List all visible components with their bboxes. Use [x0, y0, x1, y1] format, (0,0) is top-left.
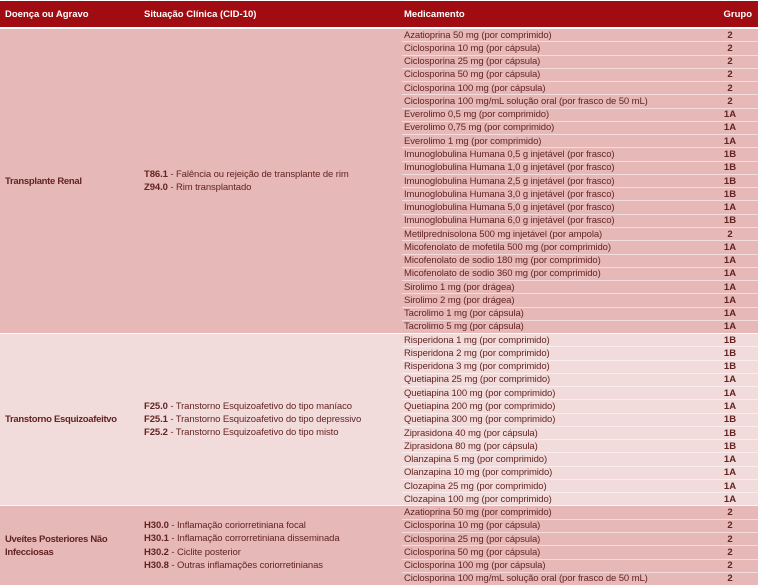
- medication-name: Azatioprina 50 mg (por comprimido): [404, 507, 552, 519]
- cid-cell: [142, 29, 402, 333]
- group-value: 2: [727, 520, 733, 532]
- group-value: 1A: [723, 281, 737, 293]
- table-row: [402, 387, 758, 400]
- table-row: [402, 56, 758, 69]
- group-value: 1B: [723, 440, 737, 452]
- medication-name: Quetiapina 200 mg (por comprimido): [404, 400, 556, 412]
- table-row: [402, 175, 758, 188]
- table-row: [402, 400, 758, 413]
- cid-description: - Transtorno Esquizoafetivo do tipo depressivo: [167, 414, 362, 426]
- table-row: [402, 188, 758, 201]
- table-row: [402, 506, 758, 519]
- table-row: [402, 29, 758, 42]
- medication-name: Micofenolato de sodio 360 mg (por comprimido): [404, 268, 601, 280]
- medication-name: Ciclosporina 100 mg (por cápsula): [404, 82, 546, 94]
- cid-code: H30.8: [144, 560, 169, 572]
- cid-cell: [142, 334, 402, 505]
- table-row: [402, 241, 758, 254]
- table-row: [402, 281, 758, 294]
- cid-description: - Transtorno Esquizoafetivo do tipo maníaco: [167, 400, 352, 412]
- medication-name: Ciclosporina 10 mg (por cápsula): [404, 42, 541, 54]
- medication-list: [402, 506, 758, 585]
- group-value: 1B: [723, 347, 737, 359]
- group-value: 1A: [723, 202, 737, 214]
- disease-section: [0, 333, 758, 505]
- table-row: [402, 42, 758, 55]
- disease-name-cell: Uveítes Posteriores Não Infecciosas: [5, 533, 108, 558]
- group-value: 2: [727, 42, 733, 54]
- table-row: [402, 109, 758, 122]
- medication-name: Imunoglobulina Humana 0,5 g injetável (por frasco): [404, 149, 615, 161]
- medication-name: Sirolimo 2 mg (por drágea): [404, 294, 515, 306]
- group-value: 1A: [723, 400, 737, 412]
- medication-name: Imunoglobulina Humana 5,0 g injetável (por frasco): [404, 202, 615, 214]
- cid-line: [144, 532, 402, 545]
- medication-name: Quetiapina 300 mg (por comprimido): [404, 414, 556, 426]
- medication-name: Everolimo 1 mg (por comprimido): [404, 135, 542, 147]
- table-row: [402, 520, 758, 533]
- table-row: [402, 573, 758, 585]
- cid-line: [144, 181, 402, 194]
- cid-description: - Inflamação corrorretiniana disseminada: [168, 533, 340, 545]
- cid-code: T86.1: [144, 168, 168, 180]
- table-row: [402, 453, 758, 466]
- table-row: [402, 69, 758, 82]
- medication-name: Imunoglobulina Humana 3,0 g injetável (por frasco): [404, 188, 615, 200]
- table-row: [402, 308, 758, 321]
- table-row: [402, 334, 758, 347]
- disease-name-cell: Transplante Renal: [5, 175, 82, 187]
- group-value: 1A: [723, 374, 737, 386]
- table-row: [402, 148, 758, 161]
- table-row: [402, 440, 758, 453]
- medication-name: Tacrolimo 5 mg (por cápsula): [404, 321, 524, 333]
- table-row: [402, 347, 758, 360]
- medication-name: Ziprasidona 40 mg (por cápsula): [404, 427, 538, 439]
- group-value: 1B: [723, 162, 737, 174]
- group-value: 2: [727, 560, 733, 572]
- medication-name: Ciclosporina 50 mg (por cápsula): [404, 546, 541, 558]
- group-value: 1A: [723, 387, 737, 399]
- column-header-medicamento: Medicamento: [404, 8, 465, 20]
- medication-name: Ciclosporina 25 mg (por cápsula): [404, 56, 541, 68]
- medication-name: Risperidona 2 mg (por comprimido): [404, 347, 550, 359]
- group-value: 1B: [723, 334, 737, 346]
- table-row: [402, 95, 758, 108]
- cid-code: F25.2: [144, 427, 168, 439]
- medication-name: Imunoglobulina Humana 2,5 g injetável (por frasco): [404, 175, 615, 187]
- medication-name: Ciclosporina 100 mg/mL solução oral (por frasco de 50 mL): [404, 95, 648, 107]
- cid-code: H30.2: [144, 546, 169, 558]
- medication-name: Tacrolimo 1 mg (por cápsula): [404, 308, 524, 320]
- cid-cell: [142, 506, 402, 585]
- group-value: 2: [727, 82, 733, 94]
- cid-description: - Ciclite posterior: [168, 546, 241, 558]
- table-row: [402, 294, 758, 307]
- cid-description: - Rim transplantado: [167, 182, 252, 194]
- medication-name: Sirolimo 1 mg (por drágea): [404, 281, 515, 293]
- group-value: 1B: [723, 215, 737, 227]
- group-value: 2: [727, 69, 733, 81]
- group-value: 1A: [723, 255, 737, 267]
- cid-code: F25.0: [144, 400, 168, 412]
- medication-name: Olanzapina 5 mg (por comprimido): [404, 454, 548, 466]
- cid-line: [144, 559, 402, 572]
- medication-name: Metilprednisolona 500 mg injetável (por ampola): [404, 228, 603, 240]
- column-header-grupo: Grupo: [723, 8, 752, 20]
- column-header-doenca-ou-agravo: Doença ou Agravo: [5, 8, 89, 20]
- table-row: [402, 321, 758, 333]
- table-row: [402, 228, 758, 241]
- table-row: [402, 215, 758, 228]
- group-value: 2: [727, 507, 733, 519]
- cid-description: - Falência ou rejeição de transplante de rim: [167, 168, 349, 180]
- medication-name: Micofenolato de sodio 180 mg (por comprimido): [404, 255, 601, 267]
- cid-line: [144, 400, 402, 413]
- medication-name: Clozapina 100 mg (por comprimido): [404, 493, 552, 505]
- medication-name: Clozapina 25 mg (por comprimido): [404, 480, 547, 492]
- group-value: 2: [727, 573, 733, 585]
- group-value: 1A: [723, 308, 737, 320]
- cid-description: - Outras inflamações coriorretinianas: [168, 560, 323, 572]
- medication-list: [402, 334, 758, 505]
- disease-name-cell: Transtorno Esquizoafeitvo: [5, 414, 117, 426]
- group-value: 1A: [723, 454, 737, 466]
- group-value: 1A: [723, 294, 737, 306]
- cid-code: Z94.0: [144, 182, 168, 194]
- table-row: [402, 255, 758, 268]
- cid-description: - Transtorno Esquizoafetivo do tipo misto: [167, 427, 339, 439]
- table-row: [402, 427, 758, 440]
- medication-name: Azatioprina 50 mg (por comprimido): [404, 29, 552, 41]
- group-value: 1A: [723, 122, 737, 134]
- group-value: 1B: [723, 188, 737, 200]
- table-row: [402, 122, 758, 135]
- cid-line: [144, 426, 402, 439]
- cid-code: F25.1: [144, 414, 168, 426]
- table-row: [402, 162, 758, 175]
- cid-line: [144, 519, 402, 532]
- medication-name: Quetiapina 25 mg (por comprimido): [404, 374, 551, 386]
- group-value: 2: [727, 228, 733, 240]
- group-value: 2: [727, 56, 733, 68]
- table-row: [402, 82, 758, 95]
- medication-name: Micofenolato de mofetila 500 mg (por comprimido): [404, 241, 611, 253]
- medication-list: [402, 29, 758, 333]
- group-value: 2: [727, 29, 733, 41]
- medication-name: Olanzapina 10 mg (por comprimido): [404, 467, 553, 479]
- cid-line: [144, 413, 402, 426]
- group-value: 2: [727, 546, 733, 558]
- table-row: [402, 268, 758, 281]
- table-row: [402, 361, 758, 374]
- cid-line: [144, 168, 402, 181]
- group-value: 1B: [723, 427, 737, 439]
- group-value: 1A: [723, 321, 737, 333]
- table-row: [402, 135, 758, 148]
- table-row: [402, 533, 758, 546]
- medication-name: Ciclosporina 10 mg (por cápsula): [404, 520, 541, 532]
- medication-name: Ciclosporina 100 mg/mL solução oral (por frasco de 50 mL): [404, 573, 648, 585]
- medication-name: Risperidona 3 mg (por comprimido): [404, 361, 550, 373]
- table-row: [402, 560, 758, 573]
- group-value: 1B: [723, 149, 737, 161]
- cid-code: H30.1: [144, 533, 169, 545]
- medication-name: Everolimo 0,75 mg (por comprimido): [404, 122, 555, 134]
- cid-description: - Inflamação coriorretiniana focal: [168, 520, 306, 532]
- table-row: [402, 414, 758, 427]
- group-value: 1B: [723, 175, 737, 187]
- table-row: [402, 493, 758, 505]
- cid-line: [144, 546, 402, 559]
- medication-name: Ciclosporina 100 mg (por cápsula): [404, 560, 546, 572]
- medication-name: Quetiapina 100 mg (por comprimido): [404, 387, 556, 399]
- cid-code: H30.0: [144, 520, 169, 532]
- medication-name: Ziprasidona 80 mg (por cápsula): [404, 440, 538, 452]
- group-value: 2: [727, 95, 733, 107]
- group-value: 1A: [723, 109, 737, 121]
- group-value: 1A: [723, 493, 737, 505]
- group-value: 1B: [723, 361, 737, 373]
- medication-name: Imunoglobulina Humana 6,0 g injetável (por frasco): [404, 215, 615, 227]
- table-row: [402, 546, 758, 559]
- table-row: [402, 374, 758, 387]
- table-row: [402, 480, 758, 493]
- table-row: [402, 467, 758, 480]
- table-row: [402, 201, 758, 214]
- group-value: 1A: [723, 135, 737, 147]
- table-header-row: [0, 0, 758, 29]
- medication-name: Risperidona 1 mg (por comprimido): [404, 334, 550, 346]
- disease-section: [0, 505, 758, 585]
- medication-name: Imunoglobulina Humana 1,0 g injetável (por frasco): [404, 162, 615, 174]
- group-value: 2: [727, 533, 733, 545]
- medication-name: Ciclosporina 50 mg (por cápsula): [404, 69, 541, 81]
- table-body: [0, 29, 758, 585]
- group-value: 1A: [723, 268, 737, 280]
- group-value: 1B: [723, 414, 737, 426]
- column-header-situacao-clinica: Situação Clínica (CID-10): [144, 8, 257, 20]
- group-value: 1A: [723, 241, 737, 253]
- medication-name: Ciclosporina 25 mg (por cápsula): [404, 533, 541, 545]
- group-value: 1A: [723, 467, 737, 479]
- disease-section: [0, 29, 758, 333]
- group-value: 1A: [723, 480, 737, 492]
- medication-name: Everolimo 0,5 mg (por comprimido): [404, 109, 550, 121]
